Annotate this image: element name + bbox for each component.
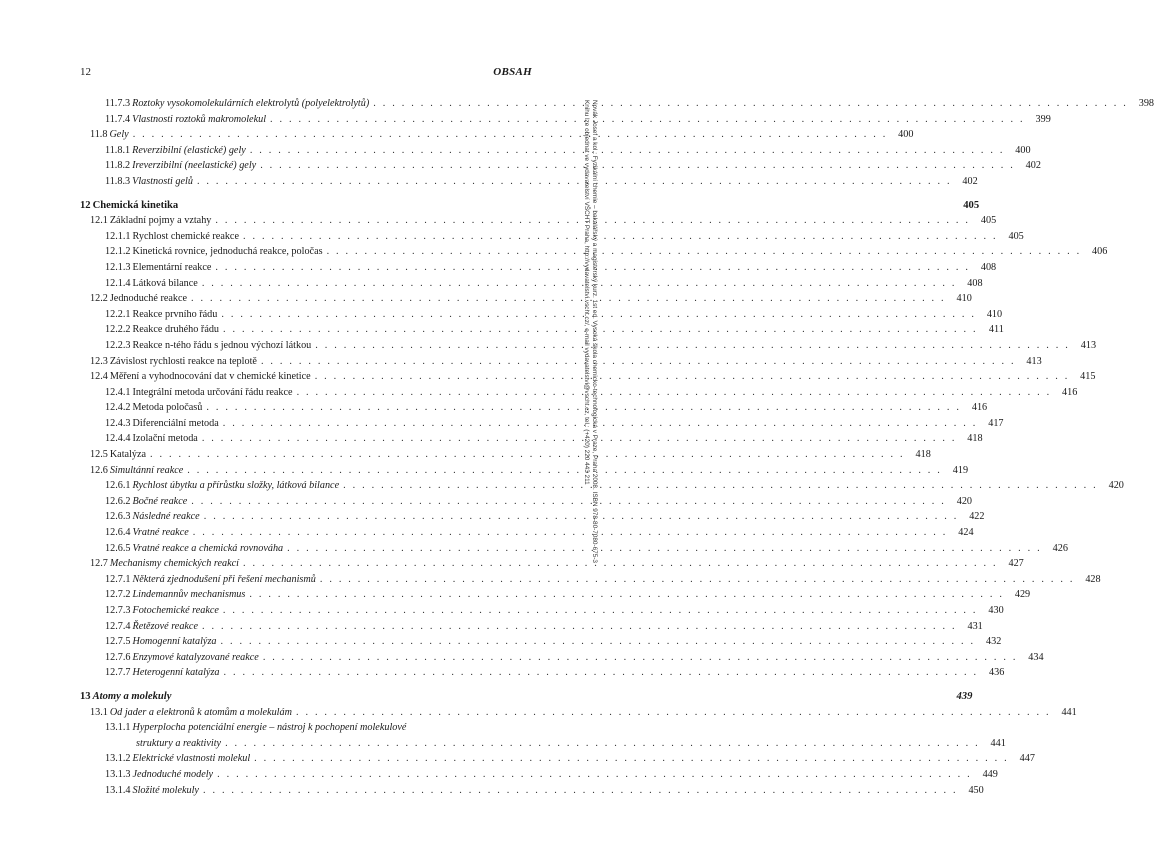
- toc-page: 447: [1019, 753, 1035, 765]
- toc-entry[interactable]: [80, 276, 983, 292]
- toc-number: 12.6.2: [105, 495, 131, 507]
- toc-leader: . . . . . . . . . . . . . . . . . . . . . . . . . . . . . . . . . . . . . . . . . . . . . . . . . . . . . . . . . . . . . . . . . . . . . . . . . . . . . . . .: [249, 144, 1005, 156]
- toc-number: 11.8: [90, 129, 108, 141]
- toc-entry[interactable]: [80, 509, 985, 525]
- toc-title: Chemická kinetika: [92, 199, 179, 211]
- toc-number: 12.1.3: [105, 261, 131, 273]
- toc-page: 441: [990, 737, 1006, 749]
- toc-number: 11.8.1: [105, 144, 131, 156]
- toc-title: Vlastnosti gelů: [132, 175, 193, 187]
- toc-page: 399: [1035, 113, 1051, 125]
- toc-entry[interactable]: [80, 447, 931, 463]
- toc-page: 398: [1138, 98, 1154, 109]
- toc-entry[interactable]: [80, 720, 532, 736]
- toc-entry[interactable]: [80, 751, 1035, 767]
- toc-number: 12.7.6: [105, 651, 131, 663]
- toc-number: 12: [80, 199, 91, 211]
- toc-title: struktury a reaktivity: [136, 737, 222, 749]
- toc-entry[interactable]: [80, 767, 998, 783]
- toc-page: 418: [967, 433, 983, 445]
- toc-title: Vratné reakce a chemická rovnováha: [132, 542, 284, 554]
- toc-title: Následné reakce: [132, 511, 200, 523]
- toc-title: Roztoky vysokomolekulárních elektrolytů (polyelektrolytů): [132, 98, 370, 109]
- toc-entry[interactable]: [80, 463, 969, 479]
- toc-entry[interactable]: [80, 556, 1024, 572]
- toc-leader: . . . . . . . . . . . . . . . . . . . . . . . . . . . . . . . . . . . . . . . . . . . . . . . . . . . . . . . . . . . . . . . . . . . . . . . . . . . . . . . .: [373, 98, 1129, 109]
- toc-number: 13.1.4: [105, 784, 131, 796]
- toc-title: Elektrické vlastnosti molekul: [132, 753, 251, 765]
- toc-title: Základní pojmy a vztahy: [109, 215, 212, 227]
- toc-number: 12.1.4: [105, 277, 131, 289]
- toc-number: 12.7.4: [105, 620, 131, 632]
- toc-page: 410: [986, 308, 1003, 320]
- toc-title: Reverzibilní (elastické) gely: [132, 144, 246, 156]
- toc-page: 416: [971, 402, 988, 414]
- toc-title: Rychlost úbytku a přírůstku složky, látková bilance: [132, 480, 340, 492]
- toc-entry[interactable]: [80, 213, 997, 229]
- toc-gap: [80, 190, 532, 198]
- toc-leader: . . . . . . . . . . . . . . . . . . . . . . . . . . . . . . . . . . . . . . . . . . . . . . . . . . . . . . . . . . . . . . . . . . . . . . . . . . . . . . . .: [326, 246, 1082, 258]
- toc-entry[interactable]: [80, 634, 1002, 650]
- toc-number: 12.7.7: [105, 667, 131, 679]
- toc-number: 12.1.1: [105, 230, 131, 242]
- toc-title: Integrální metoda určování řádu reakce: [132, 386, 293, 398]
- toc-entry[interactable]: [80, 322, 1004, 338]
- toc-entry[interactable]: [80, 587, 1031, 603]
- toc-leader: . . . . . . . . . . . . . . . . . . . . . . . . . . . . . . . . . . . . . . . . . . . . . . . . . . . . . . . . . . . . . . . . . . . . . . . . . . . . . . . .: [223, 667, 979, 679]
- toc-leader: . . . . . . . . . . . . . . . . . . . . . . . . . . . . . . . . . . . . . . . . . . . . . . . . . . . . . . . . . . . . . . . . . . . . . . . . . . . . . . . .: [221, 308, 977, 320]
- toc-leader: . . . . . . . . . . . . . . . . . . . . . . . . . . . . . . . . . . . . . . . . . . . . . . . . . . . . . . . . . . . . . . . . . . . . . . . . . . . . . . . .: [220, 636, 976, 648]
- toc-title: Reakce n-tého řádu s jednou výchozí látkou: [132, 339, 312, 351]
- toc-number: 12.1.2: [105, 246, 131, 258]
- toc-entry[interactable]: [80, 400, 988, 416]
- toc-leader: . . . . . . . . . . . . . . . . . . . . . . . . . . . . . . . . . . . . . . . . . . . . . . . . . . . . . . . . . . . . . . . . . . . . . . . . . . . . . . . .: [201, 620, 957, 632]
- toc-leader: . . . . . . . . . . . . . . . . . . . . . . . . . . . . . . . . . . . . . . . . . . . . . . . . . . . . . . . . . . . . . . . . . . . . . . . . . . . . . . . .: [225, 737, 980, 749]
- toc-page: 413: [1026, 355, 1042, 367]
- toc-title: Jednoduché modely: [132, 768, 214, 780]
- toc-chapter[interactable]: [80, 198, 980, 214]
- toc-title: Fotochemické reakce: [132, 605, 219, 616]
- toc-number: 12.7.1: [105, 573, 131, 585]
- toc-page: 450: [968, 784, 984, 796]
- toc-leader: . . . . . . . . . . . . . . . . . . . . . . . . . . . . . . . . . . . . . . . . . . . . . . . . . . . . . . . . . . . . . . . . . . . . . . . . . . . . . . . .: [260, 160, 1015, 172]
- toc-title: Diferenciální metoda: [132, 417, 219, 429]
- toc-page: 400: [898, 129, 914, 141]
- toc-title: Enzymové katalyzované reakce: [132, 651, 259, 663]
- toc-number: 12.6.5: [105, 542, 131, 554]
- toc-number: 12.6: [90, 464, 108, 476]
- toc-title: Heterogenní katalýza: [132, 667, 220, 679]
- toc-leader: . . . . . . . . . . . . . . . . . . . . . . . . . . . . . . . . . . . . . . . . . . . . . . . . . . . . . . . . . . . . . . . . . . . . . . . . . . . . . . . .: [270, 113, 1025, 125]
- toc-number: 12.6.1: [105, 480, 131, 492]
- toc-entry[interactable]: [80, 619, 983, 635]
- toc-number: 13: [80, 690, 91, 702]
- toc-title: Vlastnosti roztoků makromolekul: [132, 113, 267, 125]
- toc-entry[interactable]: [80, 494, 973, 510]
- toc-entry[interactable]: [80, 307, 1003, 323]
- toc-entry[interactable]: [80, 572, 1101, 588]
- toc-page: 430: [988, 605, 1004, 616]
- toc-leader: . . . . . . . . . . . . . . . . . . . . . . . . . . . . . . . . . . . . . . . . . . . . . . . . . . . . . . . . . . . . . . . . . . . . . . . . . . . . . . . .: [202, 784, 958, 796]
- toc-title: Mechanismy chemických reakcí: [109, 558, 239, 570]
- toc-number: 12.2: [90, 293, 108, 305]
- toc-entry[interactable]: [80, 158, 1041, 174]
- toc-page: 411: [988, 324, 1004, 336]
- running-head: OBSAH: [493, 66, 532, 78]
- toc-entry[interactable]: [80, 525, 974, 541]
- toc-page: 427: [1008, 558, 1024, 570]
- toc-page: 439: [956, 690, 973, 702]
- toc-page: 436: [989, 667, 1005, 679]
- toc-page: 413: [1080, 339, 1097, 351]
- toc-number: 12.7.5: [105, 636, 131, 648]
- toc-title: Složité molekuly: [132, 784, 199, 796]
- toc-page: 416: [1062, 386, 1078, 398]
- toc-leader: . . . . . . . . . . . . . . . . . . . . . . . . . . . . . . . . . . . . . . . . . . . . . . . . . . . . . . . . . . . . . . . . . . . . . . . . . . . . . . . .: [242, 230, 998, 242]
- toc-leader: . . . . . . . . . . . . . . . . . . . . . . . . . . . . . . . . . . . . . . . . . . . . . . . . . . . . . . . . . . . . . . . . . . . . . . . . . . . . . . . .: [191, 495, 947, 507]
- toc-leader: . . . . . . . . . . . . . . . . . . . . . . . . . . . . . . . . . . . . . . . . . . . . . . . . . . . . . . . . . . . . . . . . . . . . . . . . . . . . . . . .: [223, 324, 978, 336]
- toc-leader: . . . . . . . . . . . . . . . . . . . . . . . . . . . . . . . . . . . . . . . . . . . . . . . . . . . . . . . . . . . . . . . . . . . . . . . . . . . . . . . .: [215, 215, 971, 227]
- toc-number: 12.1: [90, 215, 108, 227]
- toc-page: 441: [1061, 706, 1077, 718]
- toc-number: 12.4.4: [105, 433, 131, 445]
- toc-page: 429: [1014, 589, 1031, 601]
- toc-title: Simultánní reakce: [109, 464, 184, 476]
- toc-page: 420: [956, 495, 973, 507]
- toc-leader: . . . . . . . . . . . . . . . . . . . . . . . . . . . . . . . . . . . . . . . . . . . . . . . . . . . . . . . . . . . . . . . . . . . . . . . . . . . . . . . .: [315, 339, 1071, 351]
- toc-leader: . . . . . . . . . . . . . . . . . . . . . . . . . . . . . . . . . . . . . . . . . . . . . . . . . . . . . . . . . . . . . . . . . . . . . . . . . . . . . . . .: [132, 129, 888, 141]
- toc-leader: . . . . . . . . . . . . . . . . . . . . . . . . . . . . . . . . . . . . . . . . . . . . . . . . . . . . . . . . . . . . . . . . . . . . . . . . . . . . . . . .: [287, 542, 1042, 554]
- toc-number: 12.4: [90, 371, 108, 383]
- toc-number: 13.1: [90, 706, 108, 718]
- toc-page: 405: [963, 199, 980, 211]
- toc-title: Rychlost chemické reakce: [132, 230, 239, 242]
- toc-leader: . . . . . . . . . . . . . . . . . . . . . . . . . . . . . . . . . . . . . . . . . . . . . . . . . . . . . . . . . . . . . . . . . . . . . . . . . . . . . . . .: [262, 651, 1018, 663]
- toc-number: 12.2.2: [105, 324, 131, 336]
- toc-title: Bočné reakce: [132, 495, 188, 507]
- toc-title: Závislost rychlosti reakce na teplotě: [109, 355, 257, 367]
- toc-page: 449: [982, 768, 998, 780]
- toc-page: 415: [1080, 371, 1096, 383]
- toc-entry[interactable]: [80, 174, 978, 190]
- toc-number: 12.2.1: [105, 308, 131, 320]
- toc-page: 402: [1025, 160, 1041, 172]
- toc-page: 405: [1008, 230, 1024, 242]
- toc-page: 426: [1052, 542, 1068, 554]
- toc-leader: . . . . . . . . . . . . . . . . . . . . . . . . . . . . . . . . . . . . . . . . . . . . . . . . . . . . . . . . . . . . . . . . . . . . . . . . . . . . . . . .: [196, 175, 952, 187]
- toc-leader: . . . . . . . . . . . . . . . . . . . . . . . . . . . . . . . . . . . . . . . . . . . . . . . . . . . . . . . . . . . . . . . . . . . . . . . . . . . . . . . .: [201, 433, 957, 445]
- toc-entry[interactable]: [80, 229, 1024, 245]
- toc-title: Kinetická rovnice, jednoduchá reakce, poločas: [132, 246, 323, 258]
- toc-entry[interactable]: [80, 603, 1004, 619]
- toc-leader: . . . . . . . . . . . . . . . . . . . . . . . . . . . . . . . . . . . . . . . . . . . . . . . . . . . . . . . . . . . . . . . . . . . . . . . . . . . . . . . .: [215, 261, 971, 273]
- toc-leader: . . . . . . . . . . . . . . . . . . . . . . . . . . . . . . . . . . . . . . . . . . . . . . . . . . . . . . . . . . . . . . . . . . . . . . . . . . . . . . . .: [222, 417, 978, 429]
- toc-entry[interactable]: [80, 244, 1108, 260]
- toc-page: 417: [988, 417, 1004, 429]
- toc-title: Homogenní katalýza: [132, 636, 217, 648]
- toc-entry[interactable]: [80, 783, 984, 799]
- side-note-line-1: Novák Josef a kol.: Fyzikální chemie – bakalářský a magisterský kurz. 1st ed. Vysoká škola chemicko-technologická v Praze, Praha 2008. ISBN 978-80-7080-675-3: [591, 100, 598, 563]
- toc-title: Ireverzibilní (neelastické) gely: [132, 160, 257, 172]
- toc-title: Gely: [109, 129, 129, 141]
- toc-leader: . . . . . . . . . . . . . . . . . . . . . . . . . . . . . . . . . . . . . . . . . . . . . . . . . . . . . . . . . . . . . . . . . . . . . . . . . . . . . . . .: [201, 277, 957, 289]
- toc-title: Reakce druhého řádu: [132, 324, 220, 336]
- toc-number: 12.4.3: [105, 417, 131, 429]
- toc-page: 431: [967, 620, 983, 632]
- toc-title: Elementární reakce: [132, 261, 212, 273]
- toc-number: 12.5: [90, 449, 108, 461]
- toc-number: 11.7.3: [105, 98, 131, 109]
- toc-number: 11.7.4: [105, 113, 131, 125]
- toc-entry[interactable]: [80, 369, 1096, 385]
- toc-entry[interactable]: [80, 143, 1031, 159]
- toc-leader: . . . . . . . . . . . . . . . . . . . . . . . . . . . . . . . . . . . . . . . . . . . . . . . . . . . . . . . . . . . . . . . . . . . . . . . . . . . . . . . .: [192, 527, 948, 539]
- toc-leader: . . . . . . . . . . . . . . . . . . . . . . . . . . . . . . . . . . . . . . . . . . . . . . . . . . . . . . . . . . . . . . . . . . . . . . . . . . . . . . . .: [222, 605, 978, 616]
- toc-page: 420: [1108, 480, 1124, 492]
- toc-page: 402: [962, 175, 978, 187]
- toc-title: Vratné reakce: [132, 527, 189, 539]
- toc-title: Od jader a elektronů k atomům a molekulám: [109, 706, 292, 718]
- toc-number: 12.4.1: [105, 386, 131, 398]
- toc-number: 12.3: [90, 355, 108, 367]
- toc-number: 11.8.3: [105, 175, 131, 187]
- toc-leader: . . . . . . . . . . . . . . . . . . . . . . . . . . . . . . . . . . . . . . . . . . . . . . . . . . . . . . . . . . . . . . . . . . . . . . . . . . . . . . . .: [319, 573, 1075, 585]
- toc-entry[interactable]: [80, 112, 1051, 128]
- toc-page: 405: [980, 215, 997, 227]
- toc-page: 400: [1015, 144, 1031, 156]
- toc-title: Látková bilance: [132, 277, 198, 289]
- toc-title: Měření a vyhodnocování dat v chemické kinetice: [109, 371, 311, 383]
- toc-page: 432: [986, 636, 1002, 648]
- toc-number: 12.7: [90, 558, 108, 570]
- toc-page: 408: [967, 277, 983, 289]
- toc-number: 12.4.2: [105, 402, 131, 414]
- toc-page: 424: [958, 527, 974, 539]
- toc-entry[interactable]: [80, 650, 1044, 666]
- toc-page: 422: [969, 511, 985, 523]
- toc-leader: . . . . . . . . . . . . . . . . . . . . . . . . . . . . . . . . . . . . . . . . . . . . . . . . . . . . . . . . . . . . . . . . . . . . . . . . . . . . . . . .: [150, 449, 905, 461]
- toc-page: 428: [1085, 573, 1101, 585]
- toc-entry[interactable]: [80, 665, 1005, 681]
- toc-leader: . . . . . . . . . . . . . . . . . . . . . . . . . . . . . . . . . . . . . . . . . . . . . . . . . . . . . . . . . . . . . . . . . . . . . . . . . . . . . . . .: [249, 589, 1005, 601]
- toc-title: Izolační metoda: [132, 433, 198, 445]
- toc-entry[interactable]: [80, 338, 1097, 354]
- toc-page: 419: [952, 464, 969, 476]
- toc-leader: . . . . . . . . . . . . . . . . . . . . . . . . . . . . . . . . . . . . . . . . . . . . . . . . . . . . . . . . . . . . . . . . . . . . . . . . . . . . . . . .: [314, 371, 1070, 383]
- toc-chapter[interactable]: [80, 689, 973, 705]
- toc-number: 13.1.2: [105, 753, 131, 765]
- toc-entry[interactable]: [80, 705, 1077, 721]
- toc-leader: . . . . . . . . . . . . . . . . . . . . . . . . . . . . . . . . . . . . . . . . . . . . . . . . . . . . . . . . . . . . . . . . . . . . . . . . . . . . . . . .: [206, 402, 962, 414]
- toc-entry[interactable]: [80, 541, 1068, 557]
- toc-number: 11.8.2: [105, 160, 131, 172]
- toc-entry[interactable]: [80, 291, 972, 307]
- toc-entry[interactable]: [80, 431, 983, 447]
- toc-entry[interactable]: [80, 416, 1004, 432]
- toc-title: Řetězové reakce: [132, 620, 198, 632]
- toc-entry[interactable]: [80, 478, 1124, 494]
- toc-title: Některá zjednodušení při řešení mechanismů: [132, 573, 316, 585]
- toc-leader: . . . . . . . . . . . . . . . . . . . . . . . . . . . . . . . . . . . . . . . . . . . . . . . . . . . . . . . . . . . . . . . . . . . . . . . . . . . . . . . .: [191, 293, 946, 305]
- toc-title: Atomy a molekuly: [92, 690, 172, 702]
- toc-title: Katalýza: [109, 449, 147, 461]
- toc-page: 406: [1092, 246, 1108, 258]
- page-number: 12: [80, 66, 91, 78]
- toc-number: 12.6.3: [105, 511, 131, 523]
- toc-leader: . . . . . . . . . . . . . . . . . . . . . . . . . . . . . . . . . . . . . . . . . . . . . . . . . . . . . . . . . . . . . . . . . . . . . . . . . . . . . . . .: [203, 511, 959, 523]
- toc-entry[interactable]: [80, 736, 1006, 752]
- toc-entry[interactable]: [80, 127, 914, 143]
- toc-title: Lindemannův mechanismus: [132, 589, 246, 601]
- toc-leader: . . . . . . . . . . . . . . . . . . . . . . . . . . . . . . . . . . . . . . . . . . . . . . . . . . . . . . . . . . . . . . . . . . . . . . . . . . . . . . . .: [254, 753, 1009, 765]
- toc-leader: . . . . . . . . . . . . . . . . . . . . . . . . . . . . . . . . . . . . . . . . . . . . . . . . . . . . . . . . . . . . . . . . . . . . . . . . . . . . . . . .: [217, 768, 972, 780]
- toc-entry[interactable]: [80, 260, 997, 276]
- toc-gap: [80, 681, 532, 689]
- toc-number: 13.1.3: [105, 768, 131, 780]
- toc-title: Metoda poločasů: [132, 402, 203, 414]
- toc-number: 13.1.1: [105, 722, 131, 734]
- toc-leader: . . . . . . . . . . . . . . . . . . . . . . . . . . . . . . . . . . . . . . . . . . . . . . . . . . . . . . . . . . . . . . . . . . . . . . . . . . . . . . . .: [187, 464, 943, 476]
- toc-number: 12.6.4: [105, 527, 131, 539]
- toc-leader: . . . . . . . . . . . . . . . . . . . . . . . . . . . . . . . . . . . . . . . . . . . . . . . . . . . . . . . . . . . . . . . . . . . . . . . . . . . . . . . .: [260, 355, 1016, 367]
- toc-page: 418: [915, 449, 931, 461]
- toc-leader: . . . . . . . . . . . . . . . . . . . . . . . . . . . . . . . . . . . . . . . . . . . . . . . . . . . . . . . . . . . . . . . . . . . . . . . . . . . . . . . .: [296, 386, 1052, 398]
- toc-page: 434: [1028, 651, 1044, 663]
- toc-title: Jednoduché reakce: [109, 293, 188, 305]
- toc-number: 12.7.2: [105, 589, 131, 601]
- toc-leader: . . . . . . . . . . . . . . . . . . . . . . . . . . . . . . . . . . . . . . . . . . . . . . . . . . . . . . . . . . . . . . . . . . . . . . . . . . . . . . . .: [243, 558, 998, 570]
- toc-page: 410: [956, 293, 972, 305]
- toc-title: Hyperplocha potenciální energie – nástroj k pochopení molekulové: [132, 722, 407, 734]
- toc-entry[interactable]: [80, 354, 1042, 370]
- toc-number: 12.7.3: [105, 605, 131, 616]
- toc-number: 12.2.3: [105, 339, 131, 351]
- toc-entry[interactable]: [80, 385, 1078, 401]
- toc-title: Reakce prvního řádu: [132, 308, 218, 320]
- toc-leader: . . . . . . . . . . . . . . . . . . . . . . . . . . . . . . . . . . . . . . . . . . . . . . . . . . . . . . . . . . . . . . . . . . . . . . . . . . . . . . . .: [295, 706, 1051, 718]
- toc-leader: . . . . . . . . . . . . . . . . . . . . . . . . . . . . . . . . . . . . . . . . . . . . . . . . . . . . . . . . . . . . . . . . . . . . . . . . . . . . . . . .: [343, 480, 1098, 492]
- toc-entry[interactable]: [80, 96, 1154, 112]
- toc-page: 408: [980, 261, 997, 273]
- side-note-line-2: Knihu lze objednat ve vydavatelství VŠCHT Praha, http://vydavatelstvi.vscht.cz/, e-mail vydavatelstvi@vscht.cz, tel.: (+420) 220 443 211: [583, 100, 590, 485]
